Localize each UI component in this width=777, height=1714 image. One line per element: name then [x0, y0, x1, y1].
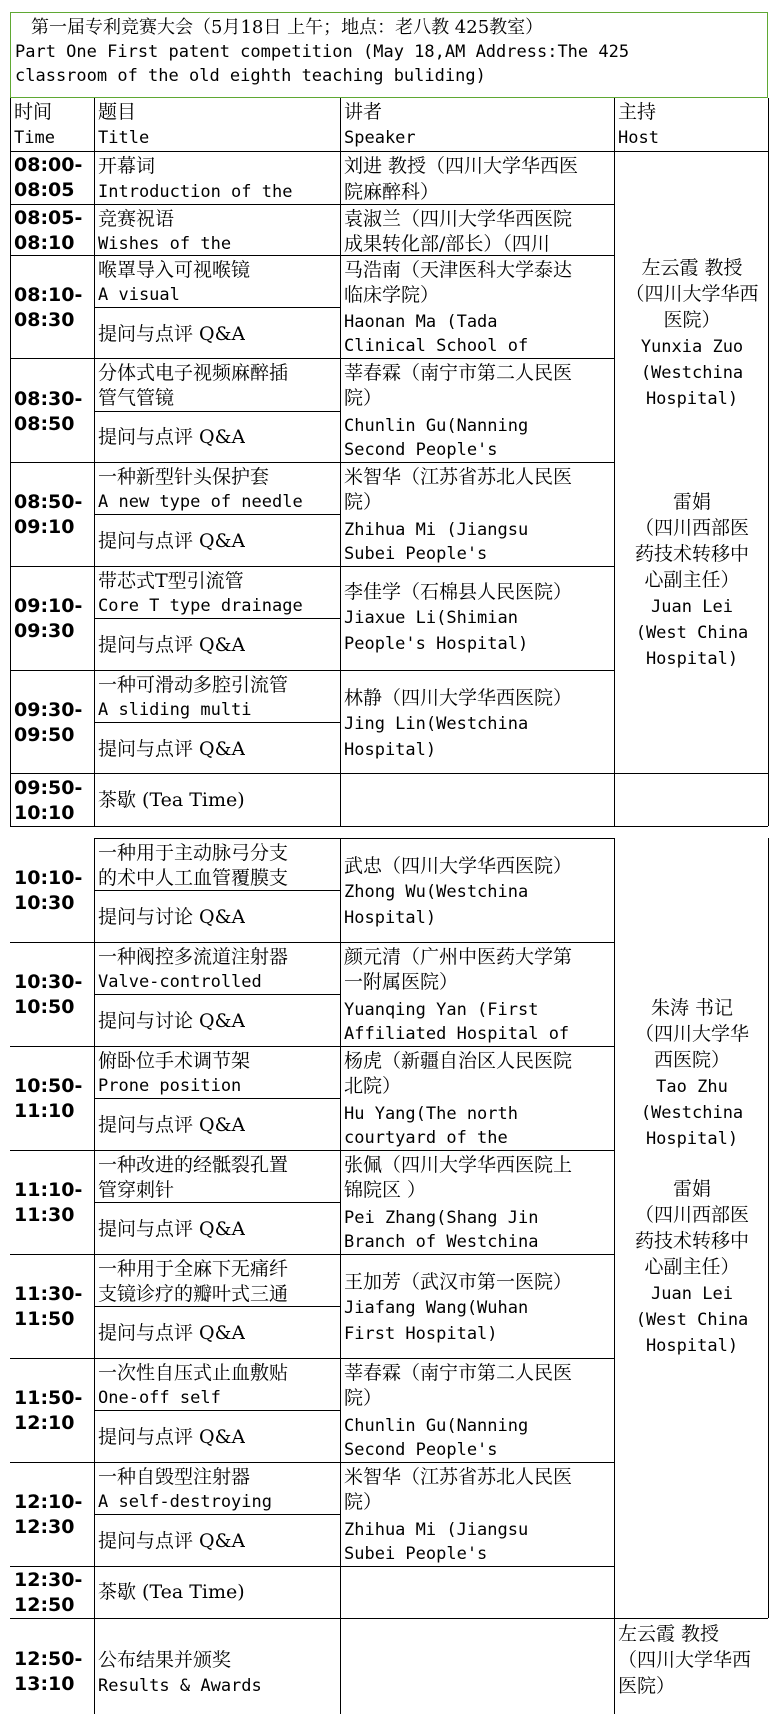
- time-end: 12:10: [14, 1412, 75, 1434]
- header-title-cn: 第一届专利竞赛大会（5月18日 上午；地点：老八教 425教室）: [31, 17, 544, 38]
- time-start: 08:00-: [14, 154, 83, 176]
- speaker-line: 院）: [344, 1491, 383, 1513]
- qa-label: 提问与点评 Q&A: [98, 530, 246, 552]
- host-line: Juan Lei: [651, 1284, 733, 1304]
- time-end: 11:30: [14, 1204, 75, 1226]
- host-line: Hospital): [645, 1129, 739, 1149]
- title-en: A sliding multi: [98, 700, 252, 720]
- host-line: Hospital): [645, 389, 739, 409]
- speaker-line: courtyard of the: [344, 1128, 508, 1148]
- time-start: 11:30-: [14, 1283, 83, 1305]
- host-line: (Westchina: [640, 1103, 744, 1123]
- speaker-line: Hospital): [344, 740, 437, 760]
- speaker-line: 成果转化部/部长）（四川: [344, 233, 550, 255]
- speaker-line: Subei People's: [344, 1544, 488, 1564]
- title-cn: 分体式电子视频麻醉插: [98, 362, 289, 384]
- host-line: Juan Lei: [651, 597, 733, 617]
- speaker-line: 莘春霖（南宁市第二人民医: [344, 1362, 573, 1384]
- host-line: Hospital): [645, 649, 739, 669]
- speaker-line: Chunlin Gu(Nanning: [344, 416, 529, 436]
- time-start: 08:50-: [14, 491, 83, 513]
- time-end: 13:10: [14, 1673, 75, 1695]
- qa-label: 提问与点评 Q&A: [98, 1322, 246, 1344]
- speaker-line: Zhihua Mi (Jiangsu: [344, 520, 529, 540]
- title-en: Core T type drainage: [98, 596, 303, 616]
- host-line: (West China: [635, 1310, 749, 1330]
- host-line: （四川大学华西: [618, 1649, 752, 1671]
- qa-label: 提问与点评 Q&A: [98, 1426, 246, 1448]
- time-end: 12:50: [14, 1594, 75, 1616]
- host-line: 心副主任）: [644, 569, 740, 591]
- time-start: 09:50-: [14, 777, 83, 799]
- time-start: 12:30-: [14, 1569, 83, 1591]
- time-end: 09:50: [14, 724, 75, 746]
- speaker-line: 颜元清（广州中医药大学第: [344, 946, 573, 968]
- speaker-line: 李佳学（石棉县人民医院）: [344, 581, 573, 603]
- tea-break: 茶歇 (Tea Time): [98, 789, 245, 811]
- title-cn: 一种用于主动脉弓分支: [98, 842, 289, 864]
- title-en: One-off self: [98, 1388, 221, 1408]
- col-time-cn: 时间: [14, 101, 53, 123]
- time-end: 10:50: [14, 996, 75, 1018]
- speaker-line: 一附属医院）: [344, 971, 459, 993]
- time-start: 12:10-: [14, 1491, 83, 1513]
- qa-label: 提问与讨论 Q&A: [98, 1010, 246, 1032]
- qa-label: 提问与点评 Q&A: [98, 738, 246, 760]
- host-line: 医院）: [663, 309, 721, 331]
- title-en: A new type of needle: [98, 492, 303, 512]
- speaker-line: Haonan Ma (Tada: [344, 312, 498, 332]
- col-title-cn: 题目: [98, 101, 137, 123]
- time-start: 08:05-: [14, 207, 83, 229]
- speaker-line: 院）: [344, 491, 383, 513]
- title-cn: 竞赛祝语: [98, 208, 175, 230]
- title-cn: 一种可滑动多腔引流管: [98, 674, 289, 696]
- session-header: [10, 12, 768, 98]
- qa-label: 提问与点评 Q&A: [98, 1218, 246, 1240]
- col-time-en: Time: [14, 128, 55, 148]
- title-en: Introduction of the: [98, 182, 293, 202]
- speaker-line: Branch of Westchina: [344, 1232, 539, 1252]
- speaker-line: 院麻醉科）: [344, 181, 440, 203]
- host-line: 朱涛 书记: [650, 997, 734, 1019]
- host-line: （四川西部医: [634, 517, 749, 539]
- tea-break: 茶歇 (Tea Time): [98, 1581, 245, 1603]
- speaker-line: 林静（四川大学华西医院）: [344, 687, 573, 709]
- time-start: 08:30-: [14, 388, 83, 410]
- speaker-line: 院）: [344, 387, 383, 409]
- title-cn: 一种新型针头保护套: [98, 466, 270, 488]
- qa-label: 提问与点评 Q&A: [98, 1530, 246, 1552]
- speaker-line: 袁淑兰（四川大学华西医院: [344, 208, 573, 230]
- title-cn: 支镜诊疗的瓣叶式三通: [98, 1283, 289, 1305]
- speaker-line: 王加芳（武汉市第一医院）: [344, 1271, 573, 1293]
- title-cn: 管穿刺针: [98, 1179, 175, 1201]
- header-title-en: Part One First patent competition (May 18,AM Address:The 425: [15, 42, 630, 62]
- qa-label: 提问与点评 Q&A: [98, 1114, 246, 1136]
- host-line: Hospital): [645, 1336, 739, 1356]
- time-start: 09:30-: [14, 699, 83, 721]
- title-cn: 的术中人工血管覆膜支: [98, 867, 289, 889]
- time-end: 08:05: [14, 179, 75, 201]
- speaker-line: Jiaxue Li(Shimian: [344, 608, 518, 628]
- time-end: 11:50: [14, 1308, 75, 1330]
- title-cn: 一次性自压式止血敷贴: [98, 1362, 289, 1384]
- speaker-line: 马浩南（天津医科大学泰达: [344, 259, 573, 281]
- title-cn: 喉罩导入可视喉镜: [98, 259, 251, 281]
- time-end: 08:30: [14, 309, 75, 331]
- speaker-line: Second People's: [344, 1440, 498, 1460]
- title-en: Prone position: [98, 1076, 242, 1096]
- title-cn: 开幕词: [98, 155, 156, 177]
- title-cn: 俯卧位手术调节架: [98, 1050, 251, 1072]
- speaker-line: 院）: [344, 1387, 383, 1409]
- host-line: 雷娟: [672, 1178, 711, 1200]
- speaker-line: 北院）: [344, 1075, 402, 1097]
- speaker-line: 莘春霖（南宁市第二人民医: [344, 362, 573, 384]
- host-line: Yunxia Zuo: [640, 337, 744, 357]
- speaker-line: Chunlin Gu(Nanning: [344, 1416, 529, 1436]
- time-end: 08:50: [14, 413, 75, 435]
- col-host-en: Host: [618, 128, 659, 148]
- title-cn: 一种用于全麻下无痛纤: [98, 1258, 289, 1280]
- qa-label: 提问与讨论 Q&A: [98, 906, 246, 928]
- title-cn: 公布结果并颁奖: [98, 1649, 232, 1671]
- host-line: (Westchina: [640, 363, 744, 383]
- time-start: 11:50-: [14, 1387, 83, 1409]
- qa-label: 提问与点评 Q&A: [98, 634, 246, 656]
- speaker-line: Affiliated Hospital of: [344, 1024, 570, 1044]
- time-end: 09:10: [14, 516, 75, 538]
- title-cn: 一种改进的经骶裂孔置: [98, 1154, 289, 1176]
- col-speaker-cn: 讲者: [344, 101, 383, 123]
- host-line: 药技术转移中: [634, 543, 749, 565]
- speaker-line: Jiafang Wang(Wuhan: [344, 1298, 529, 1318]
- time-start: 11:10-: [14, 1179, 83, 1201]
- col-host-cn: 主持: [618, 101, 657, 123]
- time-end: 09:30: [14, 620, 75, 642]
- host-line: （四川大学华: [634, 1023, 749, 1045]
- speaker-line: Yuanqing Yan (First: [344, 1000, 539, 1020]
- speaker-line: 锦院区 ）: [344, 1179, 427, 1201]
- time-start: 10:50-: [14, 1075, 83, 1097]
- title-en: Valve-controlled: [98, 972, 262, 992]
- speaker-line: 武忠（四川大学华西医院）: [344, 855, 573, 877]
- host-line: 左云霞 教授: [618, 1623, 720, 1645]
- speaker-line: 米智华（江苏省苏北人民医: [344, 466, 573, 488]
- time-end: 11:10: [14, 1100, 75, 1122]
- title-en: A visual: [98, 285, 180, 305]
- time-end: 12:30: [14, 1516, 75, 1538]
- host-line: 心副主任）: [644, 1256, 740, 1278]
- time-start: 10:30-: [14, 971, 83, 993]
- col-title-en: Title: [98, 128, 150, 148]
- speaker-line: Zhihua Mi (Jiangsu: [344, 1520, 529, 1540]
- speaker-line: Hospital): [344, 908, 437, 928]
- host-line: (West China: [635, 623, 749, 643]
- speaker-line: 刘进 教授（四川大学华西医: [344, 155, 579, 177]
- col-speaker-en: Speaker: [344, 128, 416, 148]
- host-line: （四川大学华西: [625, 283, 759, 305]
- time-start: 08:10-: [14, 284, 83, 306]
- host-line: Tao Zhu: [656, 1077, 728, 1097]
- header-location: classroom of the old eighth teaching buliding): [15, 66, 486, 86]
- speaker-line: First Hospital): [344, 1324, 498, 1344]
- title-cn: 一种阀控多流道注射器: [98, 946, 289, 968]
- title-cn: 带芯式T型引流管: [98, 570, 244, 592]
- speaker-line: Pei Zhang(Shang Jin: [344, 1208, 539, 1228]
- host-line: 医院）: [618, 1675, 676, 1697]
- title-en: Results & Awards: [98, 1676, 262, 1696]
- speaker-line: Hu Yang(The north: [344, 1104, 518, 1124]
- qa-label: 提问与点评 Q&A: [98, 426, 246, 448]
- speaker-line: Jing Lin(Westchina: [344, 714, 529, 734]
- speaker-line: Zhong Wu(Westchina: [344, 882, 529, 902]
- speaker-line: 米智华（江苏省苏北人民医: [344, 1466, 573, 1488]
- title-en: A self-destroying: [98, 1492, 272, 1512]
- speaker-line: 张佩（四川大学华西医院上: [344, 1154, 573, 1176]
- qa-label: 提问与点评 Q&A: [98, 323, 246, 345]
- speaker-line: People's Hospital): [344, 634, 529, 654]
- time-start: 12:50-: [14, 1648, 83, 1670]
- time-start: 09:10-: [14, 595, 83, 617]
- host-line: 西医院）: [653, 1049, 730, 1071]
- time-end: 08:10: [14, 232, 75, 254]
- host-line: 雷娟: [672, 491, 711, 513]
- host-line: 左云霞 教授: [641, 257, 743, 279]
- title-cn: 管气管镜: [98, 387, 175, 409]
- time-end: 10:10: [14, 802, 75, 824]
- speaker-line: Second People's: [344, 440, 498, 460]
- speaker-line: 临床学院）: [344, 284, 440, 306]
- speaker-line: Subei People's: [344, 544, 488, 564]
- speaker-line: 杨虎（新疆自治区人民医院: [344, 1050, 573, 1072]
- speaker-line: Clinical School of: [344, 336, 529, 356]
- time-end: 10:30: [14, 892, 75, 914]
- host-line: 药技术转移中: [634, 1230, 749, 1252]
- title-cn: 一种自毁型注射器: [98, 1466, 251, 1488]
- time-start: 10:10-: [14, 867, 83, 889]
- host-line: （四川西部医: [634, 1204, 749, 1226]
- title-en: Wishes of the: [98, 234, 232, 254]
